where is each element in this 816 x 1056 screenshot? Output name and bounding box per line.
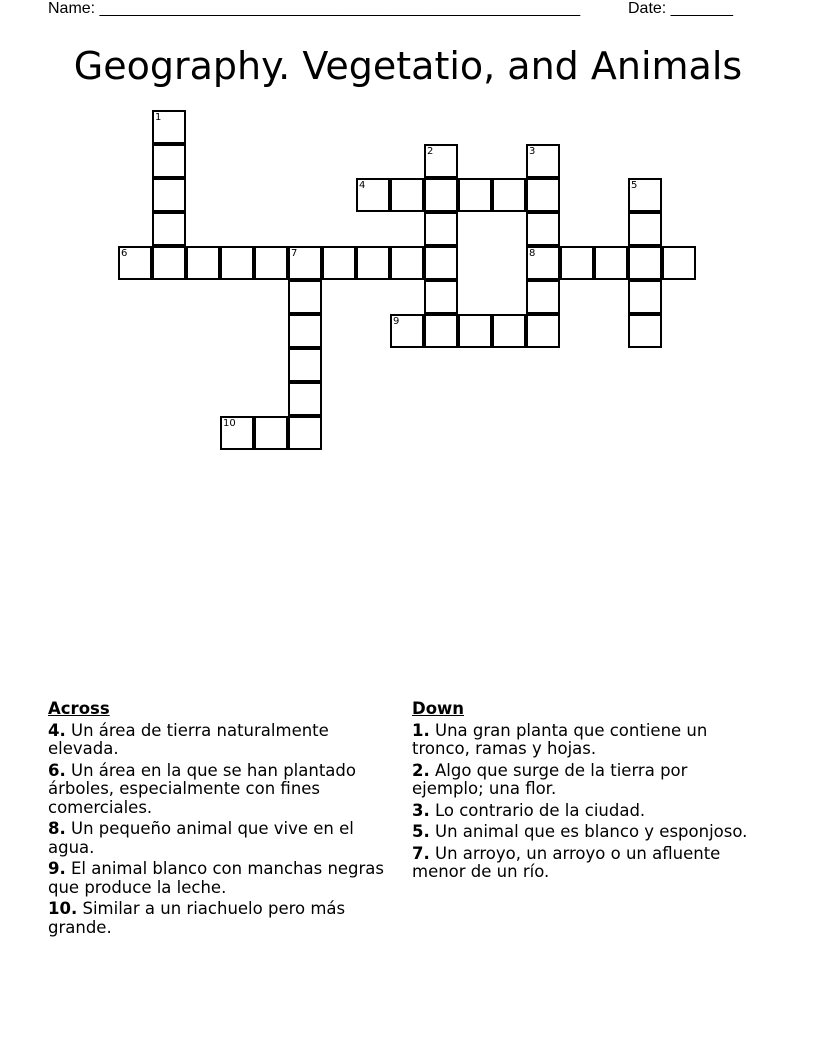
clue-number: 5. xyxy=(412,822,430,841)
crossword-cell[interactable] xyxy=(424,212,458,246)
clue-number: 9 xyxy=(393,316,400,327)
clue-number: 2 xyxy=(427,146,434,157)
clue-number: 7 xyxy=(291,248,298,259)
across-heading: Across xyxy=(48,699,110,718)
across-clues xyxy=(48,700,398,940)
clue-number: 1. xyxy=(412,720,430,740)
crossword-cell[interactable] xyxy=(288,382,322,416)
crossword-cell[interactable] xyxy=(390,314,424,348)
crossword-cell[interactable] xyxy=(526,144,560,178)
down-clue xyxy=(412,845,762,882)
crossword-cell[interactable] xyxy=(628,314,662,348)
crossword-cell[interactable] xyxy=(254,416,288,450)
crossword-cell[interactable] xyxy=(628,246,662,280)
crossword-cell[interactable] xyxy=(424,314,458,348)
clue-number: 10. xyxy=(48,899,78,918)
crossword-cell[interactable] xyxy=(424,280,458,314)
crossword-cell[interactable] xyxy=(288,416,322,450)
down-clue xyxy=(412,802,762,821)
clue-text: Algo que surge de la tierra por ejemplo; una flor. xyxy=(412,760,688,798)
clue-number: 7. xyxy=(412,843,430,863)
clue-number: 3. xyxy=(412,800,430,820)
crossword-cell[interactable] xyxy=(526,212,560,246)
crossword-cell[interactable] xyxy=(628,178,662,212)
crossword-cell[interactable] xyxy=(628,212,662,246)
clue-number: 6. xyxy=(48,760,66,780)
crossword-cell[interactable] xyxy=(356,178,390,212)
crossword-cell[interactable] xyxy=(458,178,492,212)
clue-number: 8. xyxy=(48,819,66,838)
across-clue xyxy=(48,820,398,857)
crossword-cell[interactable] xyxy=(390,246,424,280)
crossword-cell[interactable] xyxy=(220,416,254,450)
clue-text: Un área en la que se han plantado árboles, especialmente con fines comerciales. xyxy=(48,760,356,817)
crossword-cell[interactable] xyxy=(288,280,322,314)
down-clue xyxy=(412,762,762,799)
clue-text: Una gran planta que contiene un tronco, ramas y hojas. xyxy=(412,720,708,758)
crossword-cell[interactable] xyxy=(322,246,356,280)
crossword-cell[interactable] xyxy=(390,178,424,212)
clue-text: El animal blanco con manchas negras que produce la leche. xyxy=(48,859,385,897)
across-clue xyxy=(48,762,398,818)
crossword-cell[interactable] xyxy=(288,314,322,348)
clue-text: Lo contrario de la ciudad. xyxy=(429,800,646,820)
crossword-cell[interactable] xyxy=(594,246,628,280)
crossword-cell[interactable] xyxy=(526,280,560,314)
down-heading: Down xyxy=(412,699,465,718)
crossword-cell[interactable] xyxy=(662,246,696,280)
clue-number: 10 xyxy=(223,418,236,429)
crossword-cell[interactable] xyxy=(492,314,526,348)
crossword-cell[interactable] xyxy=(560,246,594,280)
crossword-cell[interactable] xyxy=(254,246,288,280)
clue-number: 3 xyxy=(529,146,536,157)
crossword-cell[interactable] xyxy=(628,280,662,314)
across-clue xyxy=(48,900,398,937)
clue-number: 8 xyxy=(529,248,536,259)
clue-number: 6 xyxy=(121,248,128,259)
clue-text: Similar a un riachuelo pero más grande. xyxy=(48,899,346,937)
down-clues xyxy=(412,700,762,885)
clue-number: 5 xyxy=(631,180,638,191)
crossword-cell[interactable] xyxy=(288,246,322,280)
down-clue xyxy=(412,722,762,759)
clue-text: Un área de tierra naturalmente elevada. xyxy=(48,720,329,758)
crossword-cell[interactable] xyxy=(424,246,458,280)
clue-number: 2. xyxy=(412,760,430,780)
crossword-cell[interactable] xyxy=(526,246,560,280)
crossword-cell[interactable] xyxy=(152,178,186,212)
crossword-cell[interactable] xyxy=(526,314,560,348)
page-title: Geography. Vegetatio, and Animals xyxy=(73,44,743,88)
clue-number: 1 xyxy=(155,112,162,123)
crossword-cell[interactable] xyxy=(186,246,220,280)
across-clue xyxy=(48,860,398,897)
crossword-cell[interactable] xyxy=(152,110,186,144)
clue-number: 4. xyxy=(48,720,66,740)
crossword-cell[interactable] xyxy=(356,246,390,280)
crossword-cell[interactable] xyxy=(424,144,458,178)
crossword-cell[interactable] xyxy=(220,246,254,280)
crossword-cell[interactable] xyxy=(152,246,186,280)
crossword-cell[interactable] xyxy=(526,178,560,212)
name-line: Name: ______________________________________________________ xyxy=(48,0,581,17)
down-clue xyxy=(412,823,762,842)
crossword-cell[interactable] xyxy=(492,178,526,212)
crossword-cell[interactable] xyxy=(458,314,492,348)
clue-text: Un pequeño animal que vive en el agua. xyxy=(48,819,354,857)
clue-text: Un arroyo, un arroyo o un afluente menor de un río. xyxy=(412,843,721,881)
date-line: Date: _______ xyxy=(628,0,733,17)
crossword-grid xyxy=(0,0,816,470)
across-clue xyxy=(48,722,398,759)
clue-number: 9. xyxy=(48,859,66,878)
crossword-cell[interactable] xyxy=(152,144,186,178)
crossword-cell[interactable] xyxy=(424,178,458,212)
crossword-cell[interactable] xyxy=(152,212,186,246)
crossword-cell[interactable] xyxy=(288,348,322,382)
clue-number: 4 xyxy=(359,180,366,191)
clue-text: Un animal que es blanco y esponjoso. xyxy=(429,822,748,841)
crossword-cell[interactable] xyxy=(118,246,152,280)
